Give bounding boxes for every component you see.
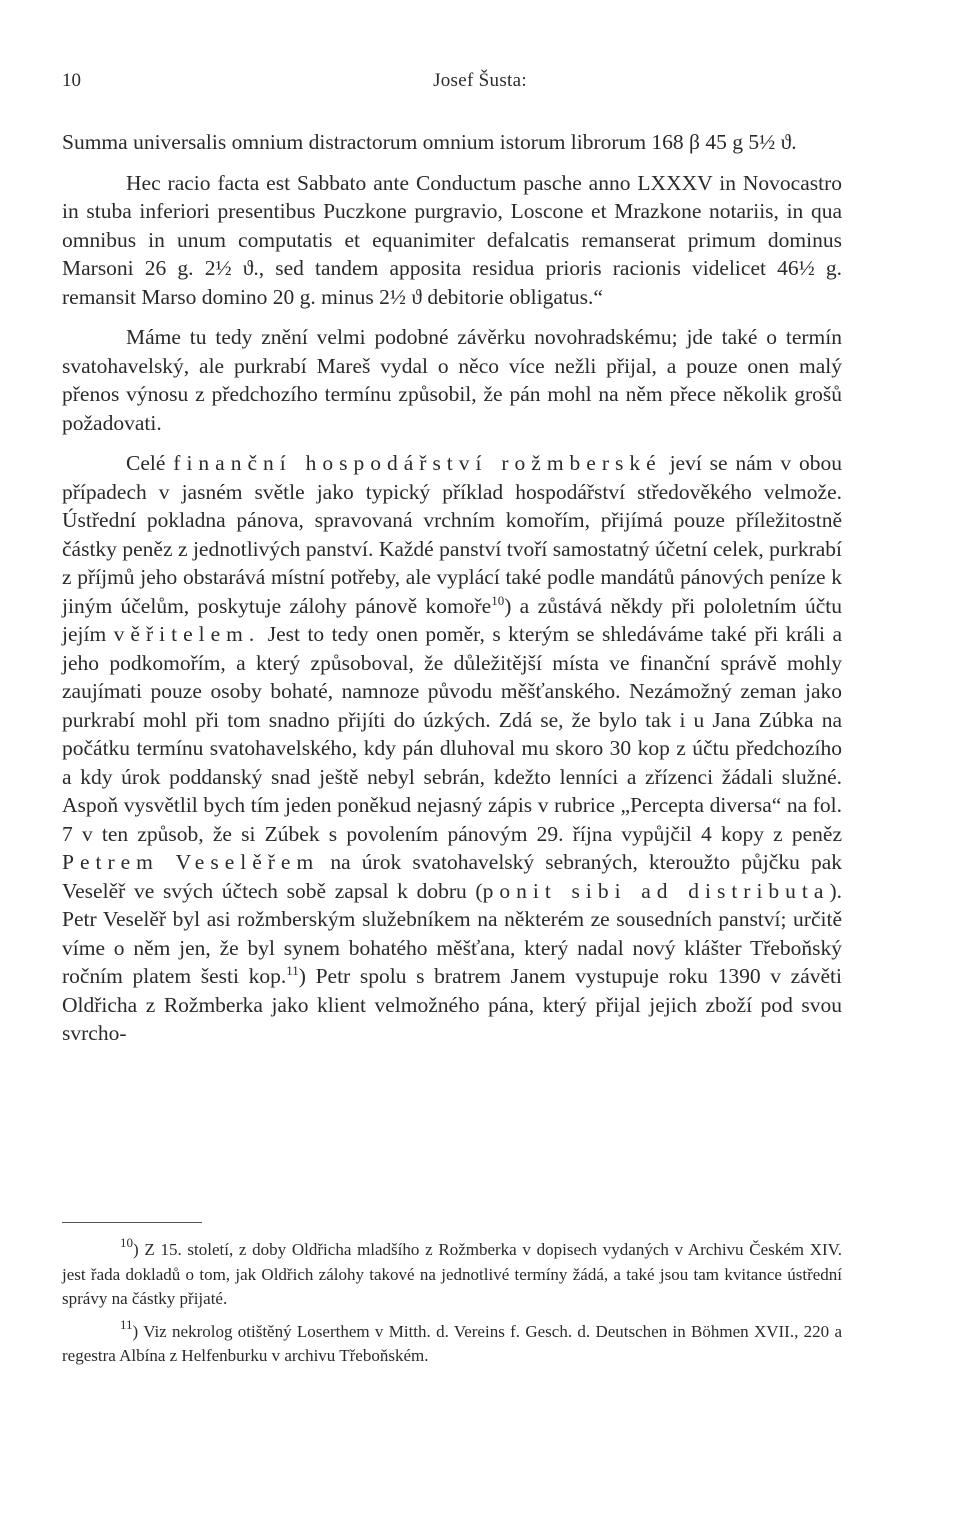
body-text	[62, 128, 842, 1048]
text-run: ) Petr spolu s bratrem Janem vystupuje roku 1390 v závěti Oldřicha z Rožmberka jako klient velmožného pána, který přijal jejich zboží pod svou svrcho-	[62, 964, 842, 1045]
emphasis-spaced-latin: ponit sibi ad distributa	[482, 878, 830, 903]
footnote-text: ) Viz nekrolog otištěný Loserthem v Mitth. d. Vereins f. Gesch. d. Deutschen in Böhmen XVII., 220 a regestra Albína z Helfenburku v archivu Třeboňském.	[62, 1321, 842, 1365]
footnote-ref-11[interactable]: 11	[286, 963, 299, 978]
footnote-mark: 11	[120, 1316, 133, 1332]
footnote-11	[62, 1316, 842, 1369]
emphasis-spaced: finanční hospodářství rožmberské	[173, 451, 662, 475]
text-run: na úrok svatohavelský sebraných, kteroužto půjčku pak Veselěř ve svých účtech sobě zapsal k dobru (	[62, 850, 843, 903]
paragraph-financni-hospodarstvi	[62, 449, 842, 1048]
footnote-10	[62, 1235, 842, 1312]
text-run: ). Petr Veselěř byl asi rožmberským služebníkem na některém ze sousedních panství; určitě víme o něm jen, že byl synem bohatého měšťana, který nadal nový klášter Třeboňský ročním platem šesti kop.	[62, 878, 842, 988]
text-run: jeví se nám v obou případech v jasném světle jako typický příklad hospodářství středověkého velmože. Ústřední pokladna pánova, spravovaná vrchním komořím, přijímá pouze příležitostně částky peněz z jednotlivých panství. Každé panství tvoří samostatný účetní celek, purkrabí z příjmů jeho obstarává místní potřeby, ale vyplácí také podle mandátů pánových peníze k jiným účelům, poskytuje zálohy pánově komoře	[62, 451, 843, 618]
running-head	[62, 70, 898, 96]
footnote-mark: 10	[120, 1235, 133, 1250]
paragraph-latin-racio: Hec racio facta est Sabbato ante Conductum pasche anno LXXXV in Novocastro in stuba inferiori presentibus Puczkone purgravio, Loscone et Mrazkone notariis, in qua omnibus in unum computatis et equanimiter defalcatis remanserat primum dominus Marsoni 26 g. 2½ ϑ., sed tandem apposita residua prioris racionis videlicet 46½ g. remansit Marso domino 20 g. minus 2½ ϑ debitorie obligatus.“	[62, 170, 842, 309]
footnote-text: ) Z 15. století, z doby Oldřicha mladšího z Rožmberka v dopisech vydaných v Archivu Českém XIV. jest řada dokladů o tom, jak Oldřich zálohy takové na jednotlivé termíny žádá, a také jsou tam kvitance ústřední správy na částky přijaté.	[62, 1240, 842, 1308]
text-run: Celé	[126, 451, 166, 475]
page-number: 10	[62, 70, 81, 91]
paragraph-latin-summa: Summa universalis omnium distractorum omnium istorum librorum 168 β 45 g 5½ ϑ.	[62, 130, 797, 154]
running-title: Josef Šusta:	[433, 70, 527, 91]
emphasis-spaced: věřitelem.	[113, 622, 261, 646]
text-run: Jest to tedy onen poměr, s kterým se shledáváme také při králi a jeho podkomořím, a který způsoboval, že důležitější místa ve finanční správě mohly zaujímati pouze osoby bohaté, namnoze původu měšťanského. Nezámožný zeman jako purkrabí mohl při tom snadno přijíti do úzkých. Zdá se, že bylo tak i u Jana Zúbka na počátku termínu svatohavelského, kdy pán dluhoval mu skoro 30 kop z účtu předchozího a kdy úrok poddanský snad ještě nebyl sebrán, kdežto lenníci a zřízenci žádali služné. Aspoň vysvětlil bych tím jeden poněkud nejasný zápis v rubrice „Percepta diversa“ na fol. 7 v ten způsob, že si Zúbek s povolením pánovým 29. října vypůjčil 4 kopy z peněz	[62, 622, 842, 846]
footnote-ref-10[interactable]: 10	[491, 592, 505, 608]
text-run: ) a zůstává někdy při pololetním účtu jejím	[62, 593, 842, 646]
emphasis-spaced-name: Petrem Veselěřem	[62, 850, 320, 874]
paragraph-mame-tu: Máme tu tedy znění velmi podobné závěrku novohradskému; jde také o termín svatohavelský, ale purkrabí Mareš vydal o něco více nežli přijal, a pouze onen malý přenos výnosu z předchozího termínu způsobil, že pán mohl na něm přece několik grošů požadovati.	[62, 325, 842, 435]
footnote-divider	[62, 1222, 202, 1223]
footnotes	[62, 1235, 842, 1377]
